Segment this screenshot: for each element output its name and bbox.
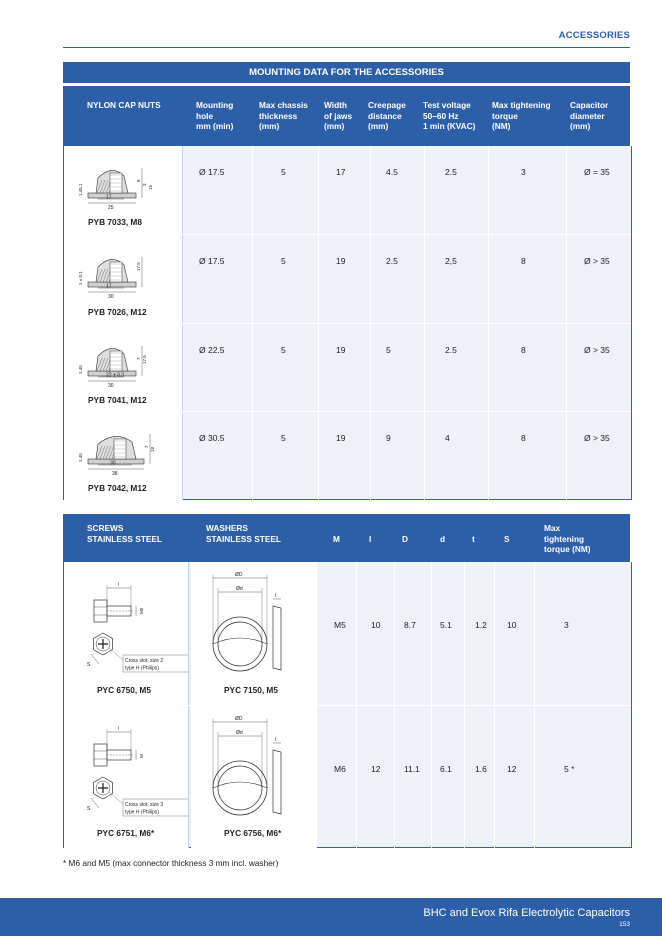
column-divider (252, 412, 253, 500)
column-header-2 (259, 100, 308, 132)
column-header-7 (570, 100, 608, 132)
cell-value: 2.5 (445, 344, 457, 355)
cell-value: 19 (336, 344, 346, 355)
cap-nut-drawing (64, 148, 182, 218)
column-divider (424, 412, 425, 500)
cell-value: M6 (334, 763, 346, 774)
column-divider (566, 235, 567, 323)
washer-drawing (191, 566, 316, 681)
column-divider (424, 324, 425, 412)
column-divider (318, 235, 319, 323)
cell-value: 3 (521, 167, 526, 177)
cell-value: 1.6 (475, 763, 487, 774)
header-line: tightening (544, 533, 585, 544)
dimension-s-label: S (87, 805, 91, 812)
table1-title-bar: MOUNTING DATA FOR THE ACCESSORIES (63, 62, 630, 83)
cross-slot-type-note: type H (Philips) (125, 665, 159, 672)
dimension-id-label: Ød (236, 729, 243, 736)
table-row (64, 234, 631, 323)
table-row (64, 411, 631, 500)
header-line: Mounting (196, 100, 234, 110)
cell-value: 5 (281, 167, 286, 177)
column-divider (370, 235, 371, 323)
cell-value: 12 (371, 763, 381, 774)
column-divider (494, 706, 495, 849)
column-divider (431, 706, 432, 849)
header-line: thickness (259, 110, 298, 121)
column-divider (566, 146, 567, 234)
dimension-label: 25 (108, 205, 114, 211)
header-line: NYLON CAP NUTS (87, 100, 161, 110)
header-line: (mm) (570, 121, 591, 131)
cell-value: 5 (281, 256, 286, 267)
cap-nut-drawing (64, 414, 182, 484)
header-line: 1 min (KVAC) (423, 121, 476, 131)
table-row (64, 323, 631, 412)
column-header-4 (402, 534, 408, 545)
column-divider (566, 324, 567, 412)
screws-washers-table (63, 562, 632, 848)
cross-slot-type-note: type H (Philips) (125, 809, 159, 815)
column-divider (370, 146, 371, 234)
dimension-m-label: M5 (139, 607, 144, 614)
column-header-3 (324, 100, 352, 132)
header-line: distance (368, 110, 402, 121)
part-number: PYB 7026, M12 (88, 306, 147, 317)
dimension-label: 1.45.1 (78, 183, 83, 196)
screw-drawing (64, 566, 188, 681)
header-line: SCREWS (87, 523, 124, 533)
dimension-od-label: ØD (235, 715, 243, 722)
column-header-1 (196, 100, 233, 132)
cell-value: M5 (334, 620, 346, 630)
screw-part-number: PYC 6750, M5 (97, 684, 151, 695)
column-divider (356, 562, 357, 705)
dimension-l-label: l (118, 725, 120, 732)
header-line: diameter (570, 110, 605, 121)
cell-value: 17 (336, 167, 346, 177)
header-line: (mm) (259, 121, 280, 131)
dimension-t-label: t (275, 593, 277, 599)
cap-nut-drawing (64, 237, 182, 307)
dimension-label: 15 (148, 184, 153, 190)
dimension-l-label: l (118, 582, 120, 588)
header-line: Max (544, 523, 561, 533)
cell-value: 5 (281, 344, 286, 355)
part-number: PYB 7033, M8 (88, 217, 142, 228)
cell-value: 12 (507, 763, 517, 774)
table-row (64, 562, 631, 705)
header-line: torque (NM) (544, 544, 591, 554)
header-line: l (369, 534, 372, 544)
cell-value: 10 (371, 620, 381, 630)
cell-value: Ø = 35 (584, 167, 610, 177)
column-divider (488, 412, 489, 500)
header-line: Capacitor (570, 100, 609, 110)
dimension-label: 1.45 (78, 364, 83, 374)
dimension-label: 17 (106, 283, 112, 290)
column-header-3 (369, 534, 371, 545)
column-divider (252, 146, 253, 234)
washer-drawing-cell (191, 706, 316, 849)
dimension-label: 17.5 (142, 354, 147, 364)
table-row (64, 705, 631, 849)
column-header-1 (206, 523, 281, 544)
header-line: (NM) (492, 121, 511, 131)
table2-header (63, 514, 630, 562)
header-line: of jaws (324, 110, 353, 121)
cap-nut-drawing (64, 326, 182, 396)
cell-value: Ø > 35 (584, 344, 610, 355)
cell-value: 5 * (564, 763, 575, 774)
cell-value: 19 (336, 432, 346, 443)
column-divider (318, 412, 319, 500)
footer-title: BHC and Evox Rifa Electrolytic Capacitors (423, 907, 630, 919)
header-line: Width (324, 100, 347, 110)
column-divider (318, 324, 319, 412)
column-divider (488, 235, 489, 323)
column-divider (316, 562, 317, 705)
cell-value: 2.5 (386, 256, 398, 267)
dimension-label: 17 (106, 194, 112, 201)
dimension-label: 38 (112, 470, 118, 477)
cell-value: 5 (281, 432, 286, 443)
dimension-label: 8 (136, 179, 141, 182)
column-header-2 (333, 534, 340, 545)
column-divider (488, 324, 489, 412)
column-divider (488, 146, 489, 234)
header-line: STAINLESS STEEL (87, 533, 162, 544)
column-header-5 (440, 534, 445, 545)
dimension-label: 7 (136, 356, 141, 360)
dimension-label: 18 (150, 446, 155, 452)
cell-value: 9 (386, 432, 391, 443)
column-divider (424, 146, 425, 234)
part-number: PYB 7042, M12 (88, 483, 147, 493)
header-line: STAINLESS STEEL (206, 533, 281, 544)
header-line: hole (196, 110, 214, 121)
cell-value: 2,5 (445, 256, 457, 267)
cell-value: 10 (507, 620, 517, 630)
header-line: Max chassis (259, 100, 308, 110)
header-line: 50–60 Hz (423, 110, 459, 121)
cell-value: 8 (521, 432, 526, 443)
dimension-s-label: S (87, 662, 91, 668)
cap-nut-drawing-cell (64, 235, 183, 323)
header-line: Max tightening (492, 100, 551, 110)
header-rule (63, 47, 630, 48)
dimension-label: 30 (110, 460, 116, 467)
column-header-8 (544, 523, 591, 555)
cell-value: Ø > 35 (584, 256, 610, 267)
column-divider (316, 706, 317, 849)
cell-value: 5 (386, 344, 391, 355)
column-divider (464, 706, 465, 849)
dimension-label: 7 (144, 445, 149, 448)
cell-value: 11.1 (404, 763, 420, 774)
cell-value: Ø 22.5 (199, 344, 225, 355)
cap-nut-drawing-cell (64, 324, 183, 412)
column-header-7 (504, 534, 510, 545)
dimension-m-label: M (139, 753, 144, 758)
footnote: * M6 and M5 (max connector thickness 3 mm incl. washer) (63, 858, 279, 868)
cell-value: 4 (445, 432, 450, 443)
column-divider (370, 412, 371, 500)
dimension-label: 17.5 (136, 262, 141, 272)
header-line: (mm) (368, 121, 389, 131)
cross-slot-note: Cross slot, size 2 (125, 658, 164, 664)
header-line: mm (min) (196, 121, 234, 131)
column-header-0 (87, 100, 161, 111)
cap-nut-drawing-cell (64, 412, 183, 500)
column-divider (431, 562, 432, 705)
washer-part-number: PYC 6756, M6* (224, 828, 282, 838)
cap-nut-drawing-cell (64, 146, 183, 234)
cell-value: 1.2 (475, 620, 487, 630)
header-line: Test voltage (423, 100, 471, 110)
table-row (64, 146, 631, 234)
header-line: t (472, 534, 475, 544)
header-line: d (440, 534, 446, 544)
header-line: torque (492, 110, 518, 121)
cell-value: 8 (521, 344, 526, 355)
column-divider (394, 562, 395, 705)
column-divider (370, 324, 371, 412)
dimension-label: 3 (142, 183, 147, 186)
dimension-t-label: t (275, 736, 277, 743)
washer-drawing-cell (191, 562, 316, 705)
column-header-6 (492, 100, 551, 132)
column-header-6 (472, 534, 475, 545)
cell-value: Ø > 35 (584, 432, 610, 443)
column-divider (464, 562, 465, 705)
section-title: ACCESSORIES (558, 30, 630, 41)
header-line: WASHERS (206, 523, 248, 533)
dimension-id-label: Ød (236, 586, 243, 592)
washer-drawing (191, 710, 316, 825)
column-header-0 (87, 523, 162, 544)
dimension-label: 30 (108, 294, 114, 301)
cell-value: Ø 30.5 (199, 432, 225, 443)
cell-value: 6.1 (440, 763, 452, 774)
dimension-label: 30 (108, 382, 114, 389)
cell-value: 19 (336, 256, 346, 267)
screw-part-number: PYC 6751, M6* (97, 828, 155, 838)
column-divider (534, 706, 535, 849)
cell-value: 8.7 (404, 620, 416, 630)
dimension-label: 22 ± 0.3 (106, 372, 125, 378)
cross-slot-note: Cross slot, size 3 (125, 801, 164, 808)
column-divider (534, 562, 535, 705)
column-divider (494, 562, 495, 705)
column-divider (566, 412, 567, 500)
column-header-5 (423, 100, 475, 132)
column-divider (394, 706, 395, 849)
column-divider (252, 324, 253, 412)
cell-value: 2.5 (445, 167, 457, 177)
page-number: 153 (619, 921, 630, 928)
column-divider (424, 235, 425, 323)
column-header-4 (368, 100, 406, 132)
header-line: (mm) (324, 121, 345, 131)
screw-drawing-cell (64, 562, 189, 705)
cell-value: 3 (564, 620, 569, 630)
cell-value: 4.5 (386, 167, 398, 177)
screw-drawing-cell (64, 706, 189, 849)
header-line: S (504, 534, 510, 544)
header-line: Creepage (368, 100, 406, 110)
screw-drawing (64, 710, 188, 825)
dimension-od-label: ØD (235, 572, 243, 578)
cell-value: Ø 17.5 (199, 167, 225, 177)
cell-value: Ø 17.5 (199, 256, 225, 267)
header-line: M (333, 534, 340, 544)
dimension-label: 1 ± 0.1 (78, 271, 83, 286)
table1-header (63, 86, 630, 146)
dimension-label: 1.45 (78, 452, 83, 462)
header-line: D (402, 534, 408, 544)
column-divider (318, 146, 319, 234)
mounting-data-table (63, 146, 632, 500)
cell-value: 5.1 (440, 620, 452, 630)
column-divider (252, 235, 253, 323)
part-number: PYB 7041, M12 (88, 394, 147, 405)
column-divider (356, 706, 357, 849)
cell-value: 8 (521, 256, 526, 267)
washer-part-number: PYC 7150, M5 (224, 684, 278, 695)
